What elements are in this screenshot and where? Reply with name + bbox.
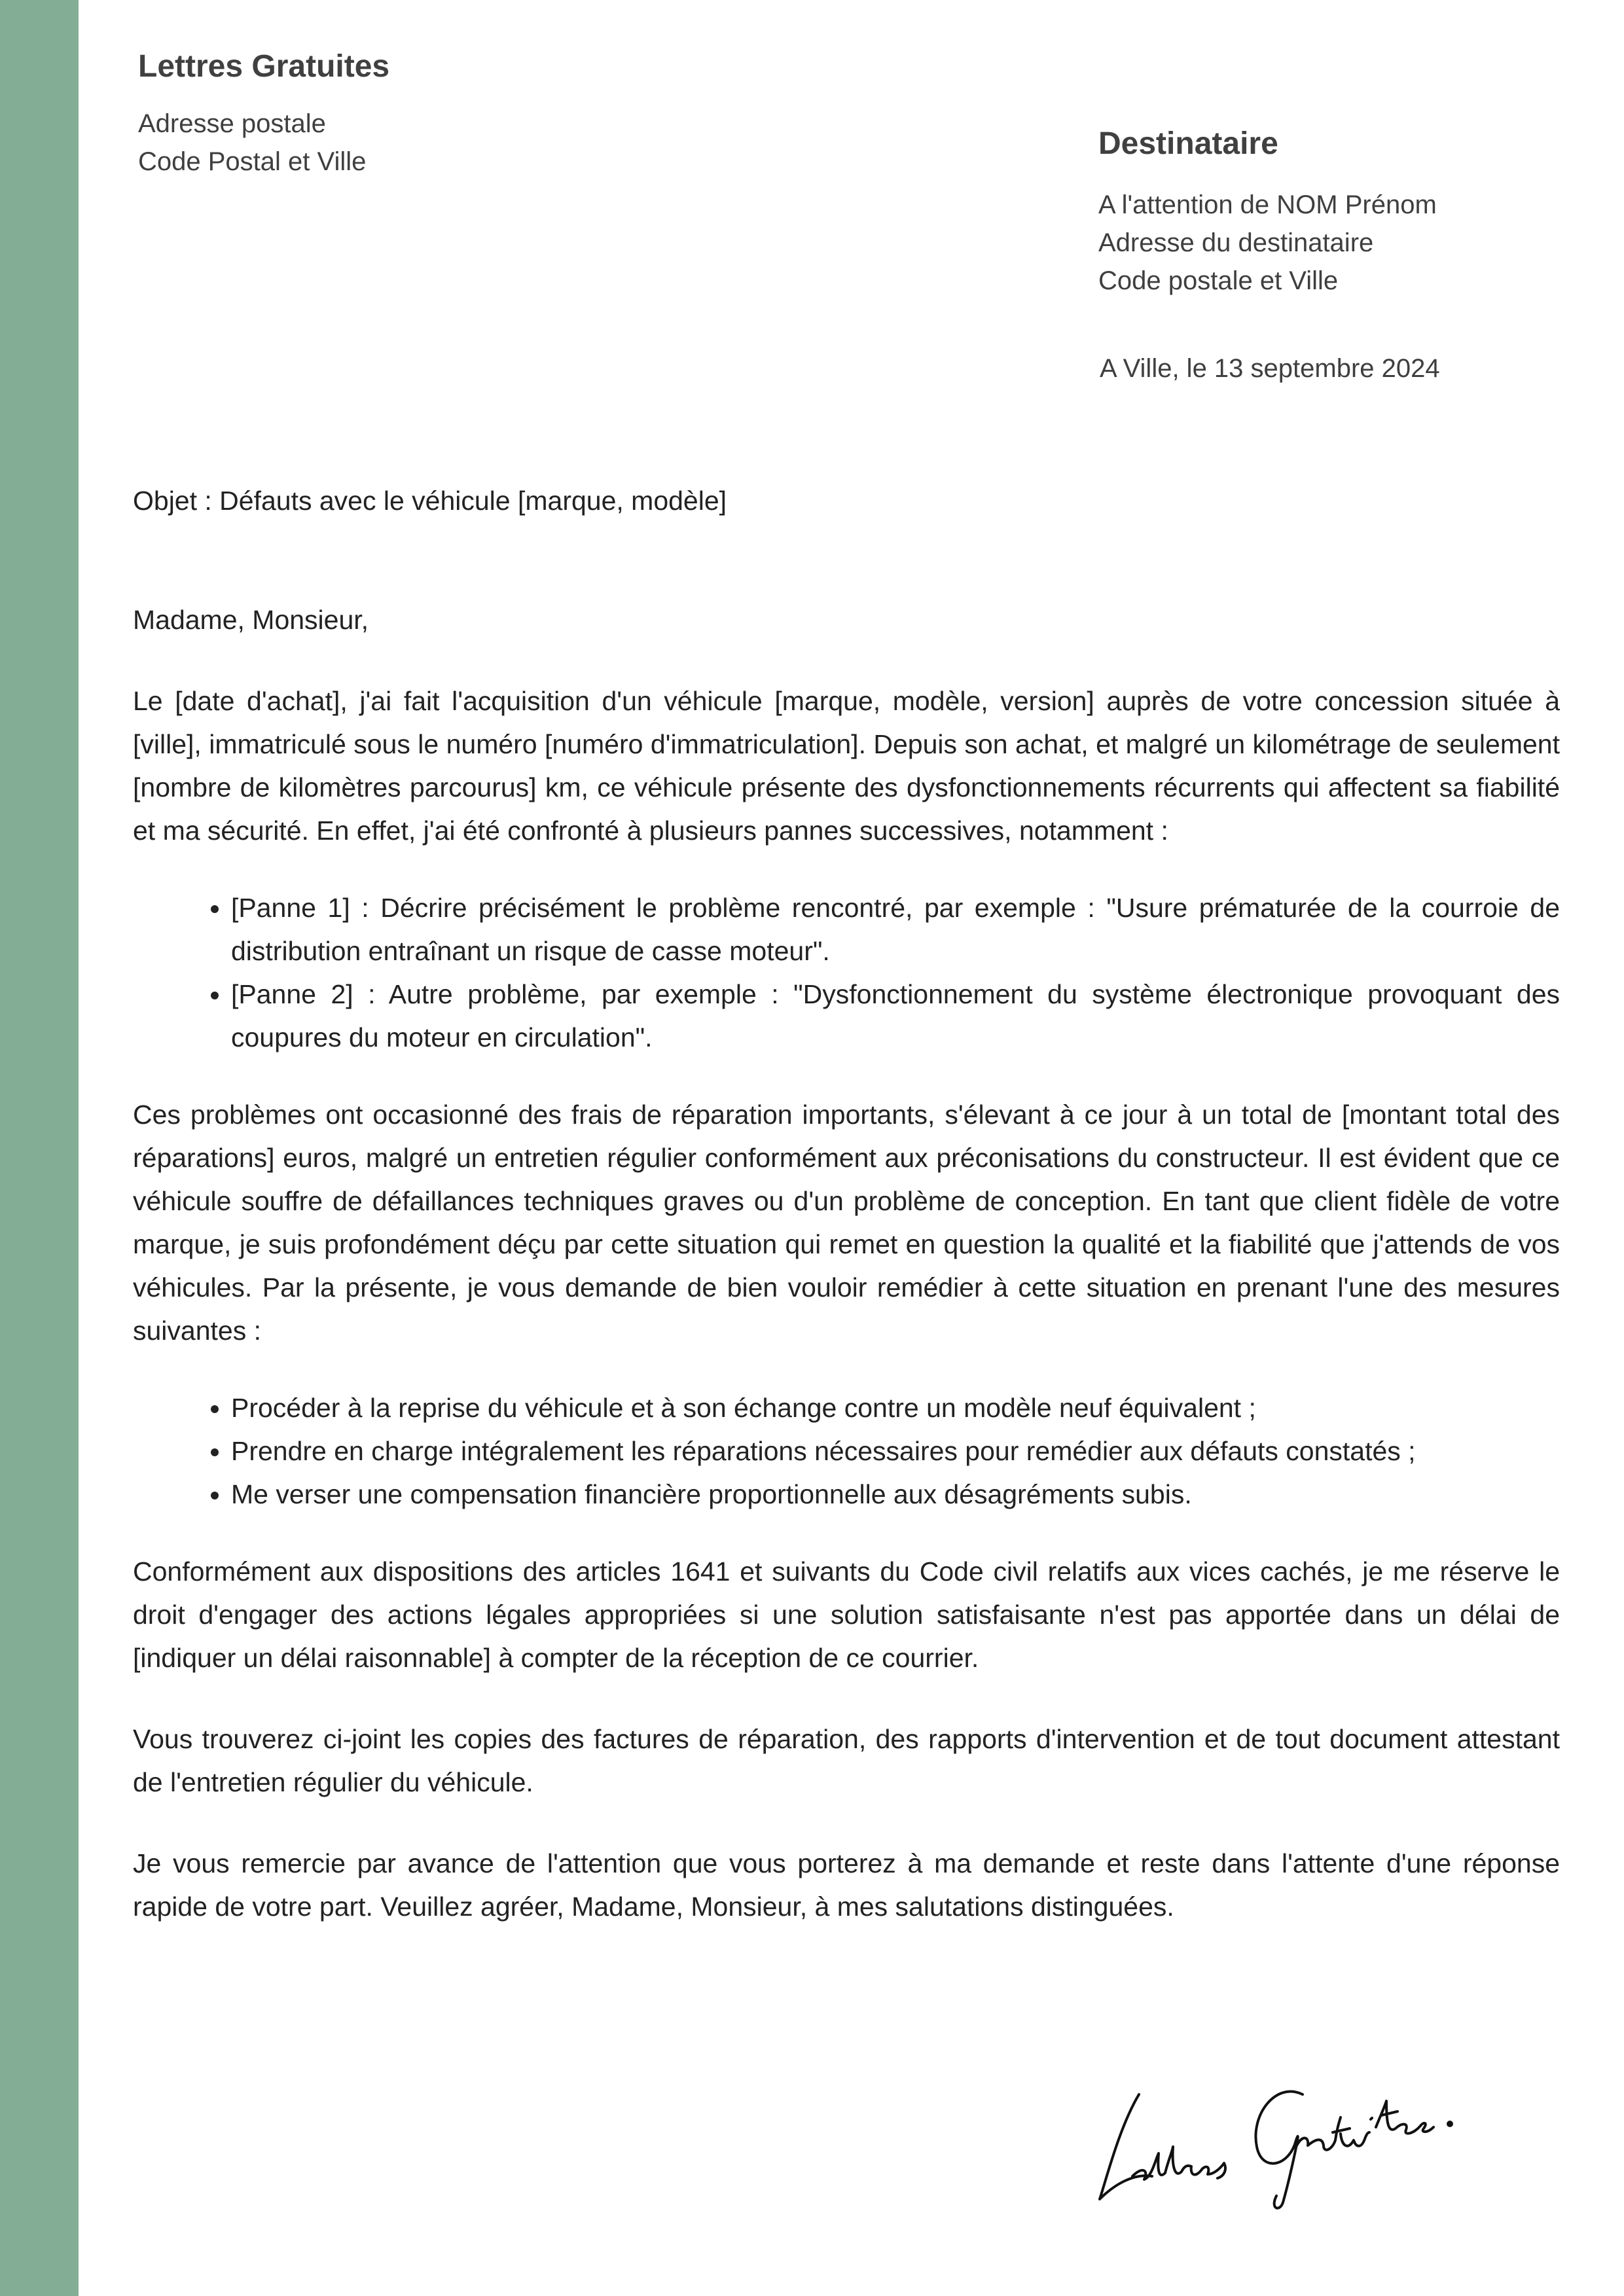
sender-block bbox=[138, 47, 389, 181]
paragraph-problems: Ces problèmes ont occasionné des frais de réparation importants, s'élevant à ce jour à un total de [montant total des réparations] euros, malgré un entretien régulier conformément aux préconisations du constructeur. Il est évident que ce véhicule souffre de défaillances techniques graves ou d'un problème de conception. En tant que client fidèle de votre marque, je suis profondément déçu par cette situation qui remet en question la qualité et la fiabilité que j'attends de vos véhicules. Par la présente, je vous demande de bien vouloir remédier à cette situation en prenant l'une des mesures suivantes : bbox=[133, 1100, 1560, 1346]
salutation: Madame, Monsieur, bbox=[133, 605, 369, 635]
paragraph-closing: Je vous remercie par avance de l'attention que vous porterez à ma demande et reste dans l'attente d'une réponse rapide de votre part. Veuillez agréer, Madame, Monsieur, à mes salutations distinguées. bbox=[133, 1848, 1560, 1922]
sender-name: Lettres Gratuites bbox=[138, 49, 390, 84]
sender-city-line: Code Postal et Ville bbox=[138, 147, 367, 176]
recipient-city-line: Code postale et Ville bbox=[1098, 266, 1339, 295]
handwritten-signature bbox=[1093, 2055, 1486, 2212]
side-band bbox=[0, 0, 79, 2296]
paragraph-attachments: Vous trouverez ci-joint les copies des factures de réparation, des rapports d'intervention et de tout document attestant de l'entretien régulier du véhicule. bbox=[133, 1724, 1560, 1797]
pannes-list bbox=[133, 886, 1560, 1059]
subject-line: Objet : Défauts avec le véhicule [marque, modèle] bbox=[133, 486, 727, 516]
sender-address-line: Adresse postale bbox=[138, 109, 326, 138]
recipient-title: Destinataire bbox=[1098, 126, 1278, 161]
recipient-address-line: Adresse du destinataire bbox=[1098, 228, 1374, 257]
paragraph-intro: Le [date d'achat], j'ai fait l'acquisition d'un véhicule [marque, modèle, version] auprès de votre concession située à [ville], immatriculé sous le numéro [numéro d'immatriculation]. Depuis son achat, et malgré un kilométrage de seulement [nombre de kilomètres parcourus] km, ce véhicule présente des dysfonctionnements récurrents qui affectent sa fiabilité et ma sécurité. En effet, j'ai été confronté à plusieurs pannes successives, notamment : bbox=[133, 686, 1560, 846]
list-item: • Procéder à la reprise du véhicule et à son échange contre un modèle neuf équivalent ; bbox=[231, 1386, 1560, 1429]
list-item: • [Panne 1] : Décrire précisément le problème rencontré, par exemple : "Usure prématurée de la courroie de distribution entraînant un risque de casse moteur". bbox=[231, 886, 1560, 973]
recipient-block bbox=[1098, 124, 1437, 300]
letter-date: A Ville, le 13 septembre 2024 bbox=[1100, 354, 1440, 383]
list-item: • Prendre en charge intégralement les réparations nécessaires pour remédier aux défauts constatés ; bbox=[231, 1429, 1560, 1473]
paragraph-legal: Conformément aux dispositions des articles 1641 et suivants du Code civil relatifs aux vices cachés, je me réserve le droit d'engager des actions légales appropriées si une solution satisfaisante n'est pas apportée dans un délai de [indiquer un délai raisonnable] à compter de la réception de ce courrier. bbox=[133, 1556, 1560, 1673]
list-item: • Me verser une compensation financière proportionnelle aux désagréments subis. bbox=[231, 1473, 1560, 1516]
letter-body bbox=[133, 598, 1560, 1966]
recipient-attention-line: A l'attention de NOM Prénom bbox=[1098, 190, 1437, 219]
mesures-list bbox=[133, 1386, 1560, 1516]
list-item: • [Panne 2] : Autre problème, par exemple : "Dysfonctionnement du système électronique provoquant des coupures du moteur en circulation". bbox=[231, 973, 1560, 1059]
